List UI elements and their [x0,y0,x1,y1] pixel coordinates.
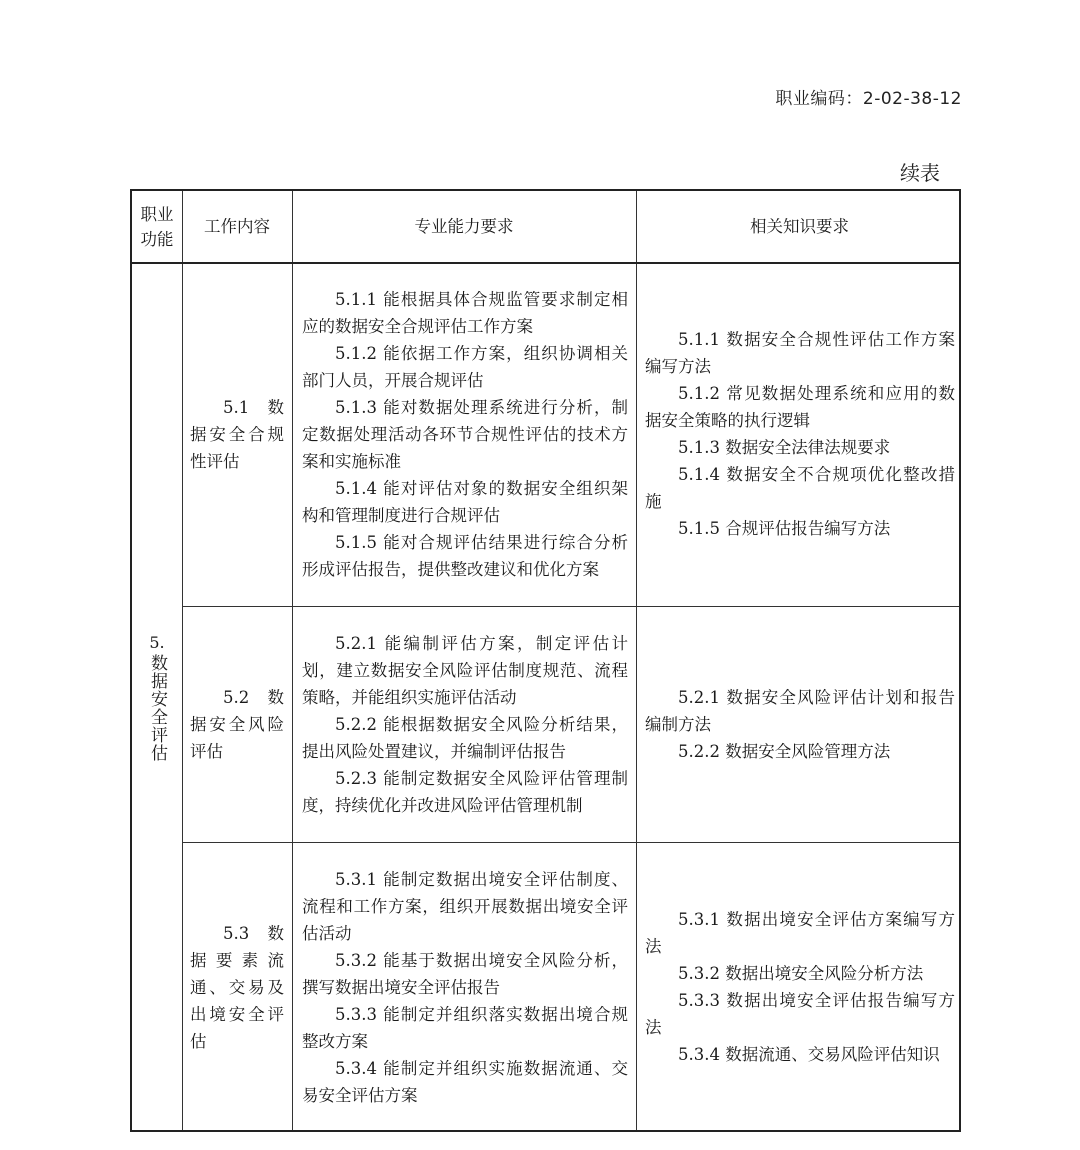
knowledge-cell [636,606,963,842]
header-work-content-label: 工作内容 [204,217,270,236]
work-content-cell [182,606,292,842]
knowledge-cell [636,842,963,1132]
skill-item: 5.1.3 能对数据处理系统进行分析，制定数据处理活动各环节合规性评估的技术方案和实施标准 [302,397,628,471]
work-content-text: 5.1 数据安全合规性评估 [190,397,284,471]
knowledge-item: 5.3.4 数据流通、交易风险评估知识 [678,1045,940,1064]
header-function [132,191,182,262]
skill-item: 5.3.3 能制定并组织落实数据出境合规整改方案 [302,1004,628,1051]
knowledge-item: 5.2.2 数据安全风险管理方法 [678,741,891,761]
header-knowledge [636,191,963,262]
knowledge-item: 5.1.2 常见数据处理系统和应用的数据安全策略的执行逻辑 [645,384,955,430]
knowledge-item: 5.1.3 数据安全法律法规要求 [678,438,891,457]
function-name: 数据安全评估 [147,654,167,762]
knowledge-item: 5.1.5 合规评估报告编写方法 [678,519,891,538]
knowledge-item: 5.1.4 数据安全不合规项优化整改措施 [645,465,955,511]
skill-item: 5.3.4 能制定并组织实施数据流通、交易安全评估方案 [302,1058,628,1105]
skill-item: 5.3.2 能基于数据出境安全风险分析，撰写数据出境安全评估报告 [302,950,628,997]
occupation-code: 职业编码：2-02-38-12 [775,89,962,109]
knowledge-item: 5.1.1 数据安全合规性评估工作方案编写方法 [645,330,955,376]
skill-item: 5.3.1 能制定数据出境安全评估制度、流程和工作方案，组织开展数据出境安全评估活动 [302,869,628,943]
knowledge-item: 5.3.1 数据出境安全评估方案编写方法 [645,910,955,956]
skill-item: 5.1.5 能对合规评估结果进行综合分析形成评估报告，提供整改建议和优化方案 [302,532,628,579]
skill-item: 5.2.3 能制定数据安全风险评估管理制度，持续优化并改进风险评估管理机制 [302,768,628,815]
skill-item: 5.1.2 能依据工作方案，组织协调相关部门人员，开展合规评估 [302,343,628,390]
knowledge-item: 5.3.3 数据出境安全评估报告编写方法 [645,991,955,1037]
header-skills-label: 专业能力要求 [414,217,514,236]
work-content-cell [182,262,292,606]
skills-cell [292,262,636,606]
knowledge-cell [636,262,963,606]
function-cell [132,262,182,1132]
header-skills [292,191,636,262]
skill-item: 5.2.1 能编制评估方案，制定评估计划，建立数据安全风险评估制度规范、流程策略，并能组织实施评估活动 [302,633,628,707]
knowledge-item: 5.3.2 数据出境安全风险分析方法 [678,964,924,983]
work-content-text: 5.2 数据安全风险评估 [190,687,284,761]
continued-label: 续表 [900,161,940,185]
skills-cell [292,606,636,842]
skill-item: 5.2.2 能根据数据安全风险分析结果，提出风险处置建议，并编制评估报告 [302,714,628,761]
competency-table [130,189,961,1132]
function-number: 5. [149,633,165,652]
header-knowledge-label: 相关知识要求 [750,217,849,236]
work-content-text: 5.3 数据要素流通、交易及出境安全评估 [190,923,284,1051]
skill-item: 5.1.4 能对评估对象的数据安全组织架构和管理制度进行合规评估 [302,478,628,525]
work-content-cell [182,842,292,1132]
knowledge-item: 5.2.1 数据安全风险评估计划和报告编制方法 [645,687,955,734]
skills-cell [292,842,636,1132]
skill-item: 5.1.1 能根据具体合规监管要求制定相应的数据安全合规评估工作方案 [302,289,628,336]
header-work-content [182,191,292,262]
header-function-label: 职业功能 [140,204,174,249]
